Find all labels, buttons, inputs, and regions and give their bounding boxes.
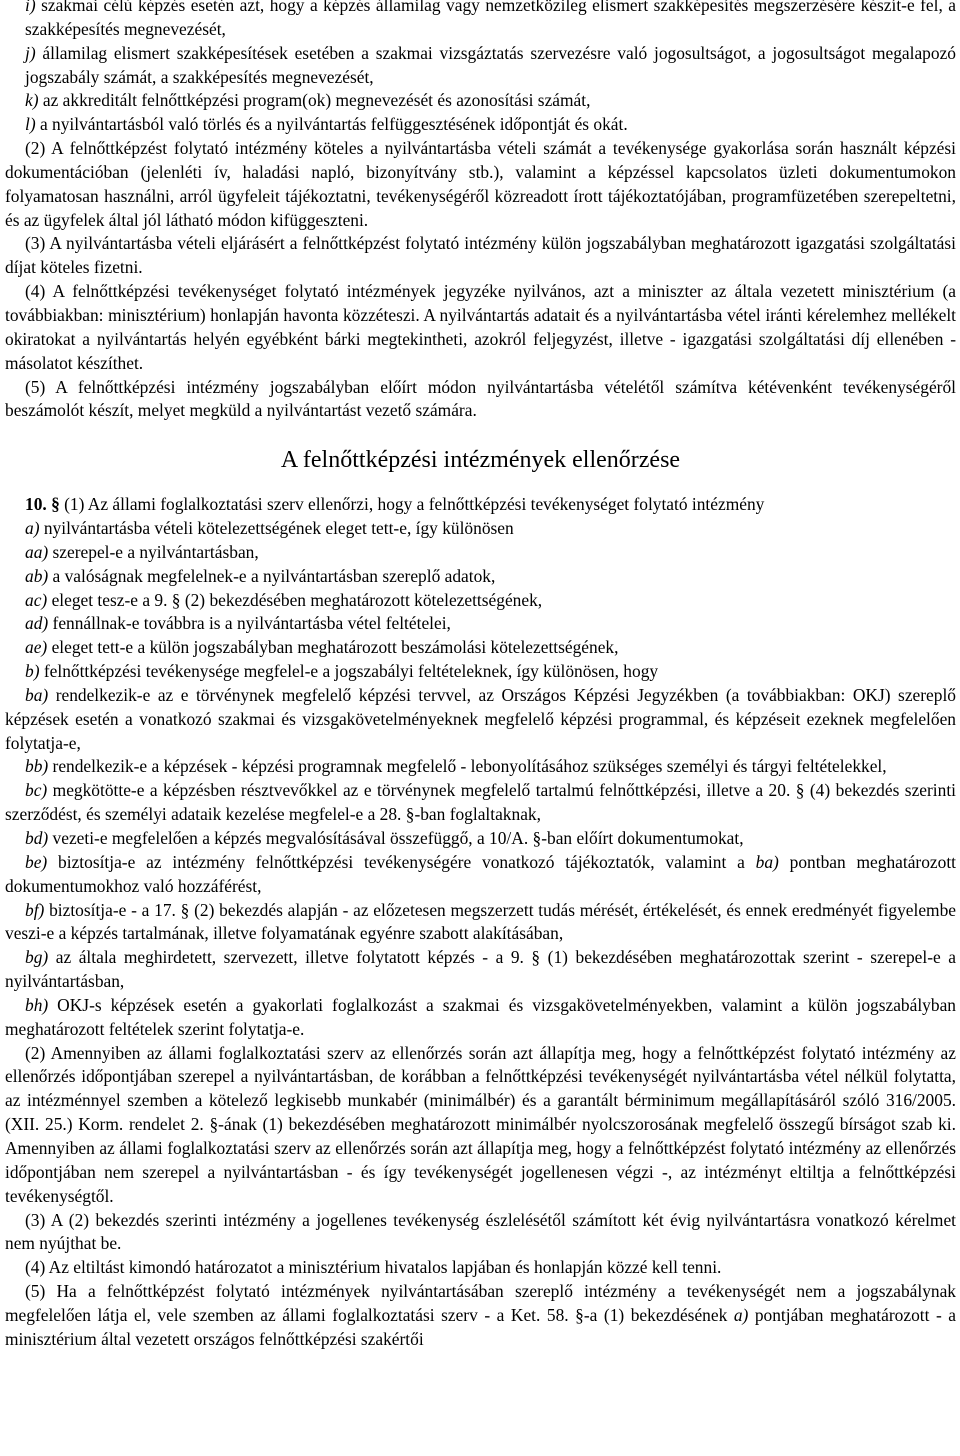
item-label: b) <box>25 661 40 682</box>
paragraph-10-3: (3) A (2) bekezdés szerinti intézmény a jogellenes tevékenység észlelésétől számított két évig nyilvántartásra vonatkozó kérelmet nem nyújthat be. <box>5 1209 956 1254</box>
section-heading: A felnőttképzési intézmények ellenőrzése <box>280 447 681 474</box>
paragraph-text: pontjában meghatározott - a minisztérium által vezetett országos felnőttképzési szakértői <box>5 1304 956 1349</box>
item-text: fennállnak-e továbbra is a nyilvántartásba vétel feltételei, <box>48 613 451 634</box>
item-ac <box>5 589 956 613</box>
list-label: i) <box>25 0 36 15</box>
item-bc <box>5 779 956 827</box>
item-text: biztosítja-e - a 17. § (2) bekezdés alapján - az előzetesen megszerzett tudás mérését, értékelését, és ennek eredményét figyelembe veszi-e a képzés tartalmának, illetve folyamatának egyénre szabott alakításában, <box>5 899 956 944</box>
item-ba <box>5 684 956 756</box>
item-aa <box>5 541 956 565</box>
item-label: bc) <box>25 780 48 801</box>
item-bb <box>5 755 956 779</box>
item-label: a) <box>25 518 40 539</box>
item-text: megkötötte-e a képzésben résztvevőkkel az e törvénynek megfelelő tartalmú felnőttképzési, illetve a 20. § (4) bekezdés szerinti szerződést, és személyi adataik kezelése megfelel-e a 28. §-ban foglaltaknak, <box>5 780 956 825</box>
item-text: eleget tesz-e a 9. § (2) bekezdésében meghatározott kötelezettségének, <box>47 589 543 610</box>
item-label: aa) <box>25 541 49 562</box>
item-label: bh) <box>25 994 49 1015</box>
item-label: bg) <box>25 947 49 968</box>
item-ae <box>5 636 956 660</box>
list-item-i <box>5 0 956 42</box>
list-text: az akkreditált felnőttképzési program(ok) megnevezését és azonosítási számát, <box>38 90 591 111</box>
paragraph-2: (2) A felnőttképzést folytató intézmény köteles a nyilvántartásba vételi számát a tevékenysége gyakorlása során használt képzési dokumentációban (jelenléti ív, haladási napló, bizonyítvány stb.), valamint a képzéssel kapcsolatos üzleti dokumentumokon folyamatosan használni, arról ügyfeleit tájékoztatni, tevékenységéről közreadott írott tájékoztatójában, programfüzetében szerepeltetni, és az ügyfelek által jól látható módon kifüggeszteni. <box>5 138 956 230</box>
item-label: ac) <box>25 589 48 610</box>
item-b <box>5 660 956 684</box>
paragraph-10-5 <box>5 1280 956 1352</box>
section-number: 10. <box>25 494 52 515</box>
item-label: ad) <box>25 613 49 634</box>
item-text: rendelkezik-e a képzések - képzési programnak megfelelő - lebonyolításához szükséges személyi és tárgyi feltételekkel, <box>48 756 887 777</box>
list-text: a nyilvántartásból való törlés és a nyilvántartás felfüggesztésének időpontját és okát. <box>35 114 628 135</box>
item-label: bf) <box>25 899 45 920</box>
item-bg <box>5 946 956 994</box>
item-label: ae) <box>25 637 48 658</box>
paragraph-3: (3) A nyilvántartásba vételi eljárásért a felnőttképzést folytató intézmény külön jogszabályban meghatározott igazgatási szolgáltatási díjat köteles fizetni. <box>5 233 956 278</box>
item-text: eleget tett-e a külön jogszabályban meghatározott beszámolási kötelezettségének, <box>47 637 619 658</box>
list-text: államilag elismert szakképesítések esetében a szakmai vizsgáztatás szervezésre való jogosultságot, a jogosultságot megalapozó jogszabály számát, a szakképesítés megnevezését, <box>25 42 956 87</box>
list-text: szakmai célú képzés esetén azt, hogy a képzés államilag vagy nemzetközileg elismert szakképesítés megszerzésére készít-e fel, a szakképesítés megnevezését, <box>25 0 956 39</box>
item-label: bb) <box>25 756 49 777</box>
list-label: l) <box>25 114 36 135</box>
list-label: j) <box>25 42 36 63</box>
item-inline-ref: ba) <box>755 851 779 872</box>
item-text: szerepel-e a nyilvántartásban, <box>48 541 259 562</box>
item-text: rendelkezik-e az e törvénynek megfelelő képzési tervvel, az Országos Képzési Jegyzékben (a továbbiakban: OKJ) szereplő képzések esetén a vonatkozó szakmai és vizsgakövetelményeknek megfelelő képzési programmal, és képzéseit ezeknek megfelelően folytatja-e, <box>5 684 956 753</box>
item-label: be) <box>25 851 48 872</box>
item-text: vezeti-e megfelelően a képzés megvalósításával összefüggő, a 10/A. §-ban előírt dokumentumokat, <box>48 828 744 848</box>
item-text: OKJ-s képzések esetén a gyakorlati foglalkozást a szakmai és vizsgakövetelményekben, valamint a külön jogszabályban meghatározott feltételek szerint folytatja-e. <box>5 994 956 1039</box>
item-label: bd) <box>25 828 49 848</box>
item-bd <box>5 827 956 851</box>
inline-ref: a) <box>733 1304 749 1325</box>
list-label: k) <box>25 90 39 111</box>
item-text: a valóságnak megfelelnek-e a nyilvántartásban szereplő adatok, <box>48 565 496 586</box>
item-label: ab) <box>25 565 49 586</box>
item-ad <box>5 612 956 636</box>
item-a <box>5 517 956 541</box>
section-intro-text: (1) Az állami foglalkoztatási szerv ellenőrzi, hogy a felnőttképzési tevékenységet folytató intézmény <box>59 494 765 515</box>
item-text: biztosítja-e az intézmény felnőttképzési tevékenységére vonatkozó tájékoztatók, valamint a <box>47 851 756 872</box>
item-text: pontban meghatározott dokumentumokhoz való hozzáférést, <box>5 851 956 896</box>
section-sign: § <box>51 494 60 515</box>
item-bh <box>5 994 956 1042</box>
list-item-k <box>5 89 956 113</box>
paragraph-4: (4) A felnőttképzési tevékenységet folytató intézmények jegyzéke nyilvános, azt a miniszter az általa vezetett minisztérium (a továbbiakban: minisztérium) honlapján havonta közzéteszi. A nyilvántartás adatait és a nyilvántartásba vétel iránti kérelemhez mellékelt okiratokat a nyilvántartás helyén egyébként bárki megtekintheti, azokról feljegyzést, illetve - igazgatási szolgáltatási díj ellenében - másolatot készíthet. <box>5 281 956 373</box>
list-item-l <box>5 113 956 137</box>
list-item-j <box>5 42 956 90</box>
item-text: az általa meghirdetett, szervezett, illetve folytatott képzés - a 9. § (1) bekezdésében meghatározottak szerint - szerepel-e a nyilvántartásban, <box>5 947 956 992</box>
section-10-intro <box>5 493 956 517</box>
item-text: felnőttképzési tevékenysége megfelel-e a jogszabályi feltételeknek, így különösen, hogy <box>39 661 659 682</box>
item-label: ba) <box>25 684 49 705</box>
paragraph-5: (5) A felnőttképzési intézmény jogszabályban előírt módon nyilvántartásba vételétől számítva kétévenként tevékenységéről beszámolót készít, melyet megküld a nyilvántartást vezető számára. <box>5 376 956 421</box>
item-be <box>5 851 956 899</box>
paragraph-10-4: (4) Az eltiltást kimondó határozatot a minisztérium hivatalos lapjában és honlapján közzé kell tenni. <box>25 1257 722 1278</box>
paragraph-text: (5) Ha a felnőttképzést folytató intézmények nyilvántartásában szereplő intézmény a tevékenységét nem a jogszabálynak megfelelően látja el, vele szemben az állami foglalkoztatási szerv - a Ket. 58. §-a (1) bekezdésének <box>5 1281 956 1325</box>
item-text: nyilvántartásba vételi kötelezettségének eleget tett-e, így különösen <box>39 518 514 539</box>
document-page <box>5 0 956 1352</box>
item-bf <box>5 899 956 947</box>
item-ab <box>5 565 956 589</box>
paragraph-10-2: (2) Amennyiben az állami foglalkoztatási szerv az ellenőrzés során azt állapítja meg, hogy a felnőttképzést folytató intézmény az ellenőrzés időpontjában szerepel a nyilvántartásban, de korábban a felnőttképzési tevékenységét nyilvántartásba vétel nélkül folytatta, az intézménnyel szemben a kötelező legkisebb munkabér (minimálbér) és a garantált bérminimum megállapításáról szóló 316/2005. (XII. 25.) Korm. rendelet 2. §-ának (1) bekezdésében meghatározott minimálbér nyolcszorosának megfelelő összegű bírságot szab ki. Amennyiben az állami foglalkoztatási szerv az ellenőrzés során azt állapítja meg, hogy a felnőttképzést folytató intézmény az ellenőrzés időpontjában nem szerepel a nyilvántartásban - és így tevékenységét jogellenesen végzi -, az intézményt eltiltja a felnőttképzési tevékenységtől. <box>5 1042 956 1206</box>
